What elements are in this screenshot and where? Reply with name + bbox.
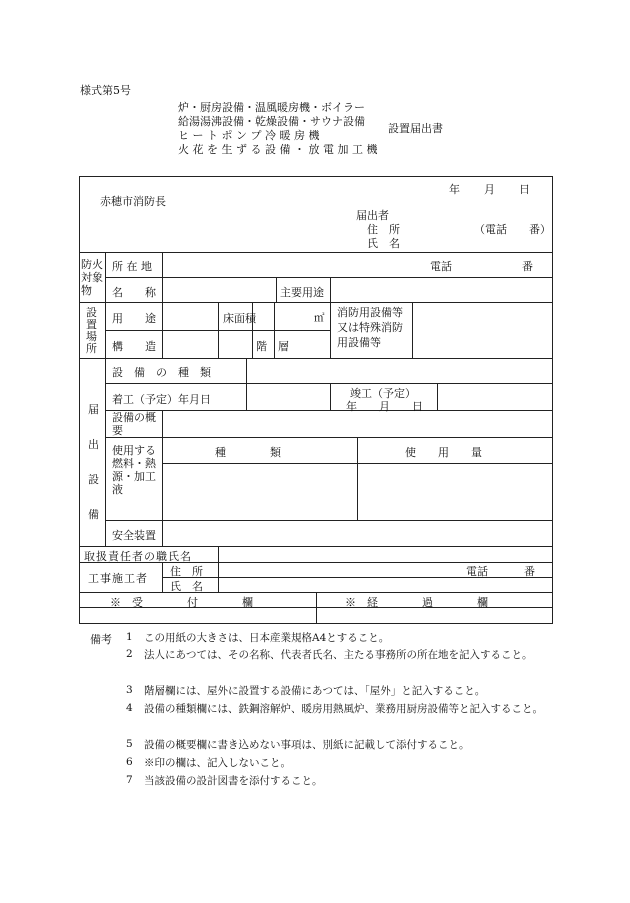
fire-equipment-label: 消防用設備等又は特殊消防用設備等	[337, 306, 403, 349]
main-use-label: 主要用途	[280, 286, 324, 299]
note-text: この用紙の大きさは、日本産業規格A4とすること。	[144, 632, 390, 644]
note-text: 当該設備の設計図書を添付すること。	[144, 775, 323, 787]
name-label: 名 称	[112, 286, 156, 299]
title-suffix: 設置届出書	[388, 122, 443, 135]
manager-label: 取扱責任者の職氏名	[84, 550, 192, 563]
contractor-phone-label: 電話	[466, 565, 488, 578]
note-number: 4	[126, 702, 133, 714]
location-ban-label: 番	[522, 260, 533, 273]
title-line-4: 火 花 を 生 ず る 設 備 ・ 放 電 加 工 機	[178, 143, 378, 156]
recipient: 赤穂市消防長	[100, 195, 166, 208]
date-month: 月	[484, 183, 495, 196]
note-number: 1	[126, 631, 133, 643]
note-number: 3	[126, 684, 133, 696]
contractor-address-label: 住 所	[170, 565, 203, 578]
location-phone-label: 電話	[430, 260, 452, 273]
equipment-kind-label: 設 備 の 種 類	[112, 366, 211, 379]
start-date-label: 着工（予定）年月日	[112, 393, 211, 406]
floor-area-label: 床面積	[223, 312, 256, 325]
contractor-label: 工事施工者	[88, 572, 148, 585]
applicant-phone-label: （電話 番）	[474, 223, 551, 236]
applicant-address-label: 住 所	[367, 223, 400, 236]
form-number: 様式第5号	[80, 84, 131, 97]
m2-unit: ㎡	[314, 312, 325, 324]
usage-header: 使 用 量	[405, 446, 482, 459]
contractor-ban-label: 番	[524, 565, 535, 578]
date-year: 年	[449, 183, 460, 196]
applicant-name-label: 氏 名	[367, 237, 400, 250]
completion-ymd: 年 月 日	[346, 400, 423, 413]
note-number: 6	[126, 756, 133, 768]
overview-label: 設備の概要	[112, 411, 156, 437]
date-day: 日	[519, 183, 530, 196]
note-text: 設備の種類欄には、鉄鋼溶解炉、暖房用熱風炉、業務用厨房設備等と記入すること。	[144, 703, 543, 715]
note-number: 2	[126, 648, 133, 660]
bouka-label: 防火対象物	[81, 258, 103, 297]
note-text: ※印の欄は、記入しないこと。	[144, 757, 291, 769]
safety-label: 安全装置	[112, 529, 156, 542]
secchi-label: 設置場所	[86, 306, 97, 355]
note-text: 法人にあつては、その名称、代表者氏名、主たる事務所の所在地を記入すること。	[144, 649, 533, 661]
title-line-2: 給湯湯沸設備・乾燥設備・サウナ設備	[178, 115, 365, 128]
kind-header: 種 類	[215, 446, 281, 459]
note-text: 設備の概要欄に書き込めない事項は、別紙に記載して添付すること。	[144, 739, 470, 751]
todoke-label: 届出設備	[88, 403, 99, 521]
contractor-name-label: 氏 名	[170, 580, 203, 593]
title-line-1: 炉・厨房設備・温風暖房機・ボイラー	[178, 101, 365, 114]
location-label: 所 在 地	[112, 260, 152, 273]
floor-level-label: 階 層	[256, 340, 289, 353]
structure-label: 構 造	[112, 340, 156, 353]
applicant-label: 届出者	[356, 209, 389, 222]
receipt-column-header: ※ 受 付 欄	[110, 596, 253, 609]
progress-column-header: ※ 経 過 欄	[345, 596, 488, 609]
use-label: 用 途	[112, 312, 156, 325]
notes-label: 備考	[90, 633, 112, 646]
fuel-label: 使用する燃料・熱源・加工液	[112, 444, 156, 496]
note-number: 7	[126, 774, 133, 786]
completion-label: 竣工（予定）	[350, 387, 416, 400]
note-text: 階層欄には、屋外に設置する設備にあつては、「屋外」と記入すること。	[144, 685, 486, 697]
title-line-3: ヒ ー ト ポ ン プ 冷 暖 房 機	[178, 129, 320, 142]
note-number: 5	[126, 738, 133, 750]
